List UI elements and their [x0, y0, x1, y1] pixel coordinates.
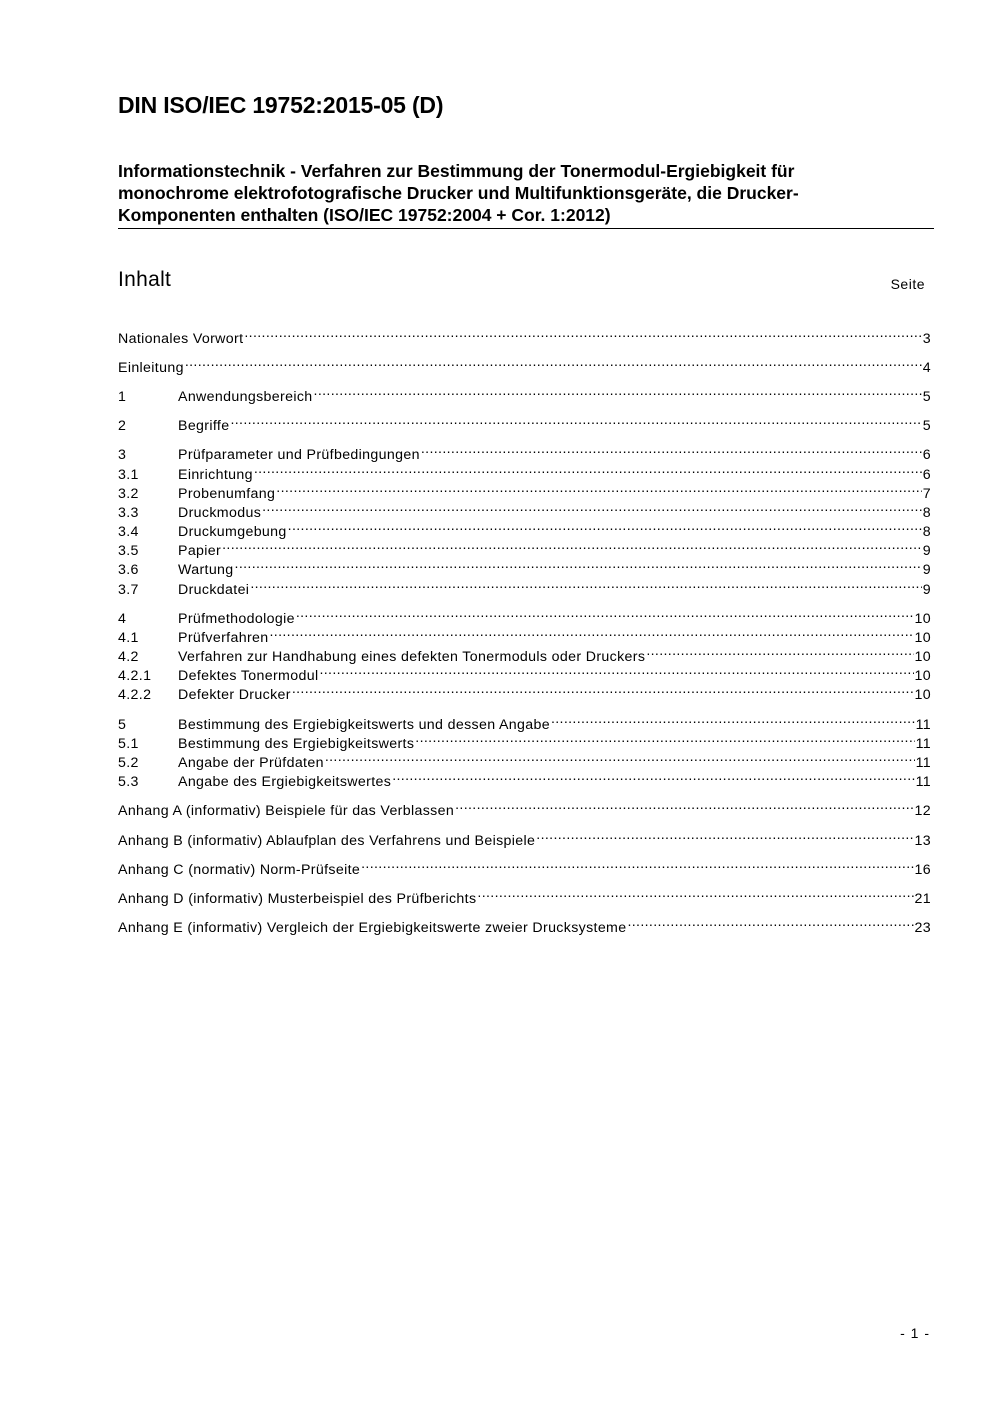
dot-leader: [325, 748, 915, 767]
toc-entry-title: Anhang C (normativ) Norm-Prüfseite: [118, 862, 361, 878]
dot-leader: [551, 710, 915, 729]
dot-leader: [536, 826, 913, 845]
toc-entry-title: Druckmodus: [178, 505, 262, 521]
toc-entry[interactable]: [118, 382, 931, 405]
dot-leader: [292, 680, 914, 699]
toc-entry[interactable]: [118, 642, 931, 665]
toc-entry-title: Angabe der Prüfdaten: [178, 755, 324, 771]
toc-entry-page: 6: [922, 447, 931, 463]
toc-entry-title: Prüfmethodologie: [178, 611, 295, 627]
toc-entry[interactable]: [118, 729, 931, 752]
toc-entry[interactable]: [118, 661, 931, 684]
toc-entry-title: Prüfparameter und Prüfbedingungen: [178, 447, 420, 463]
page-column-label: Seite: [890, 276, 925, 292]
dot-leader: [361, 855, 913, 874]
toc-heading: Inhalt: [118, 268, 172, 291]
dot-leader: [477, 884, 913, 903]
toc-entry[interactable]: [118, 440, 931, 463]
toc-entry-number: 3.7: [118, 582, 139, 598]
toc-entry-title: Anwendungsbereich: [178, 389, 313, 405]
dot-leader: [314, 382, 922, 401]
toc-entry-page: 3: [922, 331, 931, 347]
toc-entry-page: 21: [914, 891, 931, 907]
toc-entry-number: 3.6: [118, 562, 139, 578]
toc-entry-page: 10: [914, 630, 931, 646]
toc-entry[interactable]: [118, 826, 931, 849]
dot-leader: [185, 353, 922, 372]
toc-entry-page: 5: [922, 389, 931, 405]
dot-leader: [646, 642, 913, 661]
toc-entry[interactable]: [118, 460, 931, 483]
toc-entry-page: 10: [914, 668, 931, 684]
toc-entry-page: 13: [914, 833, 931, 849]
dot-leader: [254, 460, 922, 479]
toc-entry-page: 10: [914, 687, 931, 703]
toc-entry[interactable]: [118, 498, 931, 521]
toc-entry-page: 11: [915, 774, 931, 790]
toc-entry-number: 4.2: [118, 649, 139, 665]
dot-leader: [270, 623, 914, 642]
toc-entry[interactable]: [118, 767, 931, 790]
dot-leader: [244, 324, 921, 343]
toc-entry-page: 8: [922, 505, 931, 521]
toc-entry-title: Probenumfang: [178, 486, 276, 502]
toc-entry-number: 5.1: [118, 736, 139, 752]
toc-entry-number: 4.2.1: [118, 668, 152, 684]
toc-entry[interactable]: [118, 411, 931, 434]
dot-leader: [627, 913, 913, 932]
toc-entry-title: Anhang A (informativ) Beispiele für das Verblassen: [118, 803, 455, 819]
page-number: - 1 -: [900, 1325, 930, 1341]
toc-entry[interactable]: [118, 536, 931, 559]
toc-entry-title: Prüfverfahren: [178, 630, 269, 646]
toc-entry-number: 5: [118, 717, 127, 733]
toc-entry-title: Anhang B (informativ) Ablaufplan des Verfahrens und Beispiele: [118, 833, 536, 849]
toc-entry-number: 3.4: [118, 524, 139, 540]
toc-entry-title: Einrichtung: [178, 467, 253, 483]
title-line: Informationstechnik - Verfahren zur Bestimmung der Tonermodul-Ergiebigkeit für: [118, 161, 795, 181]
toc-entry[interactable]: [118, 913, 931, 936]
toc-entry-title: Anhang E (informativ) Vergleich der Ergiebigkeitswerte zweier Drucksysteme: [118, 920, 627, 936]
dot-leader: [235, 555, 922, 574]
toc-entry-page: 9: [922, 543, 931, 559]
toc-entry-title: Defekter Drucker: [178, 687, 291, 703]
toc-entry[interactable]: [118, 604, 931, 627]
toc-entry-title: Nationales Vorwort: [118, 331, 244, 347]
title-line: monochrome elektrofotografische Drucker und Multifunktionsgeräte, die Drucker-: [118, 183, 799, 203]
toc-entry[interactable]: [118, 710, 931, 733]
dot-leader: [222, 536, 922, 555]
toc-entry-number: 4: [118, 611, 127, 627]
toc-entry[interactable]: [118, 748, 931, 771]
dot-leader: [276, 479, 921, 498]
toc-entry-title: Papier: [178, 543, 222, 559]
dot-leader: [415, 729, 914, 748]
toc-entry-page: 9: [922, 562, 931, 578]
toc-entry-page: 4: [922, 360, 931, 376]
toc-entry[interactable]: [118, 680, 931, 703]
toc-entry-title: Anhang D (informativ) Musterbeispiel des Prüfberichts: [118, 891, 477, 907]
toc-entry-number: 4.1: [118, 630, 139, 646]
toc-entry[interactable]: [118, 575, 931, 598]
toc-entry-page: 23: [914, 920, 931, 936]
toc-entry-title: Begriffe: [178, 418, 230, 434]
dot-leader: [288, 517, 922, 536]
toc-entry-title: Angabe des Ergiebigkeitswertes: [178, 774, 392, 790]
toc-entry-title: Bestimmung des Ergiebigkeitswerts und dessen Angabe: [178, 717, 550, 733]
toc-entry-title: Druckumgebung: [178, 524, 287, 540]
toc-entry-title: Druckdatei: [178, 582, 250, 598]
toc-entry-number: 1: [118, 389, 127, 405]
toc-entry-page: 11: [915, 717, 931, 733]
dot-leader: [250, 575, 921, 594]
dot-leader: [455, 796, 913, 815]
dot-leader: [296, 604, 914, 623]
toc-entry-title: Einleitung: [118, 360, 184, 376]
title-line: Komponenten enthalten (ISO/IEC 19752:2004 + Cor. 1:2012): [118, 205, 611, 225]
toc-entry-page: 6: [922, 467, 931, 483]
toc-entry-page: 8: [922, 524, 931, 540]
document-id: DIN ISO/IEC 19752:2015-05 (D): [118, 92, 444, 118]
toc-entry[interactable]: [118, 353, 931, 376]
toc-entry[interactable]: [118, 517, 931, 540]
toc-entry-page: 16: [914, 862, 931, 878]
toc-entry-number: 2: [118, 418, 127, 434]
toc-entry[interactable]: [118, 855, 931, 878]
toc-entry-number: 3.2: [118, 486, 139, 502]
dot-leader: [262, 498, 922, 517]
toc-entry[interactable]: [118, 884, 931, 907]
toc-entry-page: 5: [922, 418, 931, 434]
dot-leader: [230, 411, 921, 430]
toc-entry-title: Bestimmung des Ergiebigkeitswerts: [178, 736, 415, 752]
toc-entry-title: Wartung: [178, 562, 234, 578]
toc-entry[interactable]: [118, 796, 931, 819]
dot-leader: [319, 661, 913, 680]
toc-entry-title: Defektes Tonermodul: [178, 668, 319, 684]
toc-entry-page: 11: [915, 755, 931, 771]
dot-leader: [421, 440, 922, 459]
toc-entry[interactable]: [118, 555, 931, 578]
toc-entry[interactable]: [118, 324, 931, 347]
toc-entry-number: 4.2.2: [118, 687, 152, 703]
toc-entry-page: 9: [922, 582, 931, 598]
toc-entry-number: 5.2: [118, 755, 139, 771]
toc-entry-page: 10: [914, 611, 931, 627]
toc-entry-page: 10: [914, 649, 931, 665]
dot-leader: [392, 767, 914, 786]
toc-entry-page: 7: [922, 486, 931, 502]
toc-entry-title: Verfahren zur Handhabung eines defekten Tonermoduls oder Druckers: [178, 649, 646, 665]
toc-entry-number: 3.3: [118, 505, 139, 521]
document-title: [118, 160, 934, 229]
toc-entry-number: 5.3: [118, 774, 139, 790]
toc-entry-number: 3.1: [118, 467, 139, 483]
toc-entry[interactable]: [118, 479, 931, 502]
toc-entry-number: 3: [118, 447, 127, 463]
toc-entry[interactable]: [118, 623, 931, 646]
toc-entry-number: 3.5: [118, 543, 139, 559]
toc-entry-page: 11: [915, 736, 931, 752]
toc-entry-page: 12: [914, 803, 931, 819]
